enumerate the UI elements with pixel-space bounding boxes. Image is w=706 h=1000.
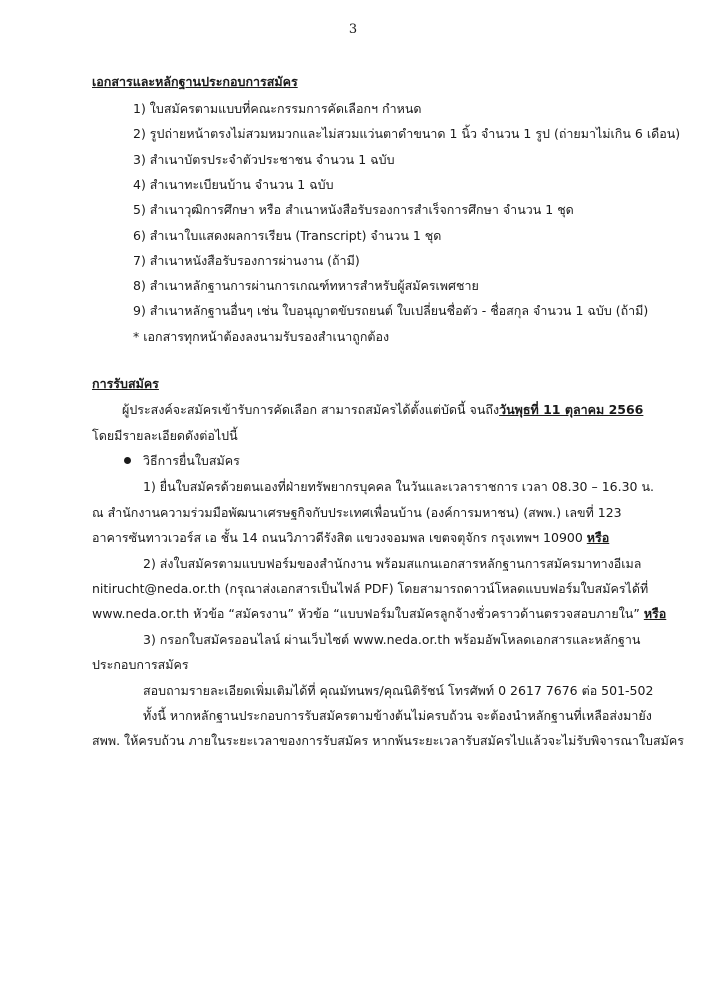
or-label: หรือ — [643, 606, 667, 621]
method-2-line-1: 2) ส่งใบสมัครตามแบบฟอร์มของสำนักงาน พร้อมสแกนเอกสารหลักฐานการสมัครมาทางอีเมล — [143, 556, 642, 571]
document-item: 7) สำเนาหนังสือรับรองการผ่านงาน (ถ้ามี) — [133, 253, 360, 268]
application-deadline: วันพุธที่ 11 ตุลาคม 2566 — [499, 402, 644, 417]
final-note-line-2: สพพ. ให้ครบถ้วน ภายในระยะเวลาของการรับสมัคร หากพ้นระยะเวลารับสมัครไปแล้วจะไม่รับพิจารณาใบสมัคร — [92, 733, 684, 748]
submission-methods-title: วิธีการยื่นใบสมัคร — [143, 453, 240, 468]
document-item: 5) สำเนาวุฒิการศึกษา หรือ สำเนาหนังสือรับรองการสำเร็จการศึกษา จำนวน 1 ชุด — [133, 202, 574, 217]
application-heading: การรับสมัคร — [92, 376, 159, 391]
application-intro-2: โดยมีรายละเอียดดังต่อไปนี้ — [92, 428, 238, 443]
bullet-icon — [124, 457, 131, 464]
intro-text: ผู้ประสงค์จะสมัครเข้ารับการคัดเลือก สามารถสมัครได้ตั้งแต่บัดนี้ จนถึง — [122, 402, 500, 417]
method-1-line-3 — [92, 530, 609, 545]
or-label: หรือ — [586, 530, 610, 545]
document-item: 1) ใบสมัครตามแบบที่คณะกรรมการคัดเลือกฯ กำหนด — [133, 101, 422, 116]
contact-info: สอบถามรายละเอียดเพิ่มเติมได้ที่ คุณมัทนพร/คุณนิติรัชน์ โทรศัพท์ 0 2617 7676 ต่อ 501-502 — [143, 683, 654, 698]
method-1-line-1: 1) ยื่นใบสมัครด้วยตนเองที่ฝ่ายทรัพยากรบุคคล ในวันและเวลาราชการ เวลา 08.30 – 16.30 น. — [143, 479, 654, 494]
document-item: 8) สำเนาหลักฐานการผ่านการเกณฑ์ทหารสำหรับผู้สมัครเพศชาย — [133, 278, 479, 293]
document-item: 4) สำเนาทะเบียนบ้าน จำนวน 1 ฉบับ — [133, 177, 334, 192]
method-2-line-3 — [92, 606, 666, 621]
document-item: 6) สำเนาใบแสดงผลการเรียน (Transcript) จำนวน 1 ชุด — [133, 228, 442, 243]
application-intro — [122, 402, 643, 417]
method-2-line-2: nitirucht@neda.or.th (กรุณาส่งเอกสารเป็นไฟล์ PDF) โดยสามารถดาวน์โหลดแบบฟอร์มใบสมัครได้ที่ — [92, 581, 649, 596]
address-text: อาคารซันทาวเวอร์ส เอ ชั้น 14 ถนนวิภาวดีรังสิต แขวงจอมพล เขตจตุจักร กรุงเทพฯ 10900 — [92, 530, 583, 545]
certification-note: * เอกสารทุกหน้าต้องลงนามรับรองสำเนาถูกต้อง — [133, 329, 390, 344]
page-number: 3 — [348, 22, 358, 37]
method-3-line-2: ประกอบการสมัคร — [92, 657, 189, 672]
website-text: www.neda.or.th หัวข้อ “สมัครงาน” หัวข้อ “แบบฟอร์มใบสมัครลูกจ้างชั่วคราวด้านตรวจสอบภายใน” — [92, 606, 640, 621]
method-1-line-2: ณ สำนักงานความร่วมมือพัฒนาเศรษฐกิจกับประเทศเพื่อนบ้าน (องค์การมหาชน) (สพพ.) เลขที่ 123 — [92, 505, 622, 520]
final-note-line-1: ทั้งนี้ หากหลักฐานประกอบการรับสมัครตามข้างต้นไม่ครบถ้วน จะต้องนำหลักฐานที่เหลือส่งมายัง — [143, 708, 652, 723]
document-item: 3) สำเนาบัตรประจำตัวประชาชน จำนวน 1 ฉบับ — [133, 152, 395, 167]
method-3-line-1: 3) กรอกใบสมัครออนไลน์ ผ่านเว็บไซต์ www.neda.or.th พร้อมอัพโหลดเอกสารและหลักฐาน — [143, 632, 641, 647]
document-item: 9) สำเนาหลักฐานอื่นๆ เช่น ใบอนุญาตขับรถยนต์ ใบเปลี่ยนชื่อตัว - ชื่อสกุล จำนวน 1 ฉบับ (ถ้ามี) — [133, 303, 649, 318]
documents-heading: เอกสารและหลักฐานประกอบการสมัคร — [92, 74, 298, 89]
document-item: 2) รูปถ่ายหน้าตรงไม่สวมหมวกและไม่สวมแว่นตาดำขนาด 1 นิ้ว จำนวน 1 รูป (ถ่ายมาไม่เกิน 6 เดือน) — [133, 126, 681, 141]
